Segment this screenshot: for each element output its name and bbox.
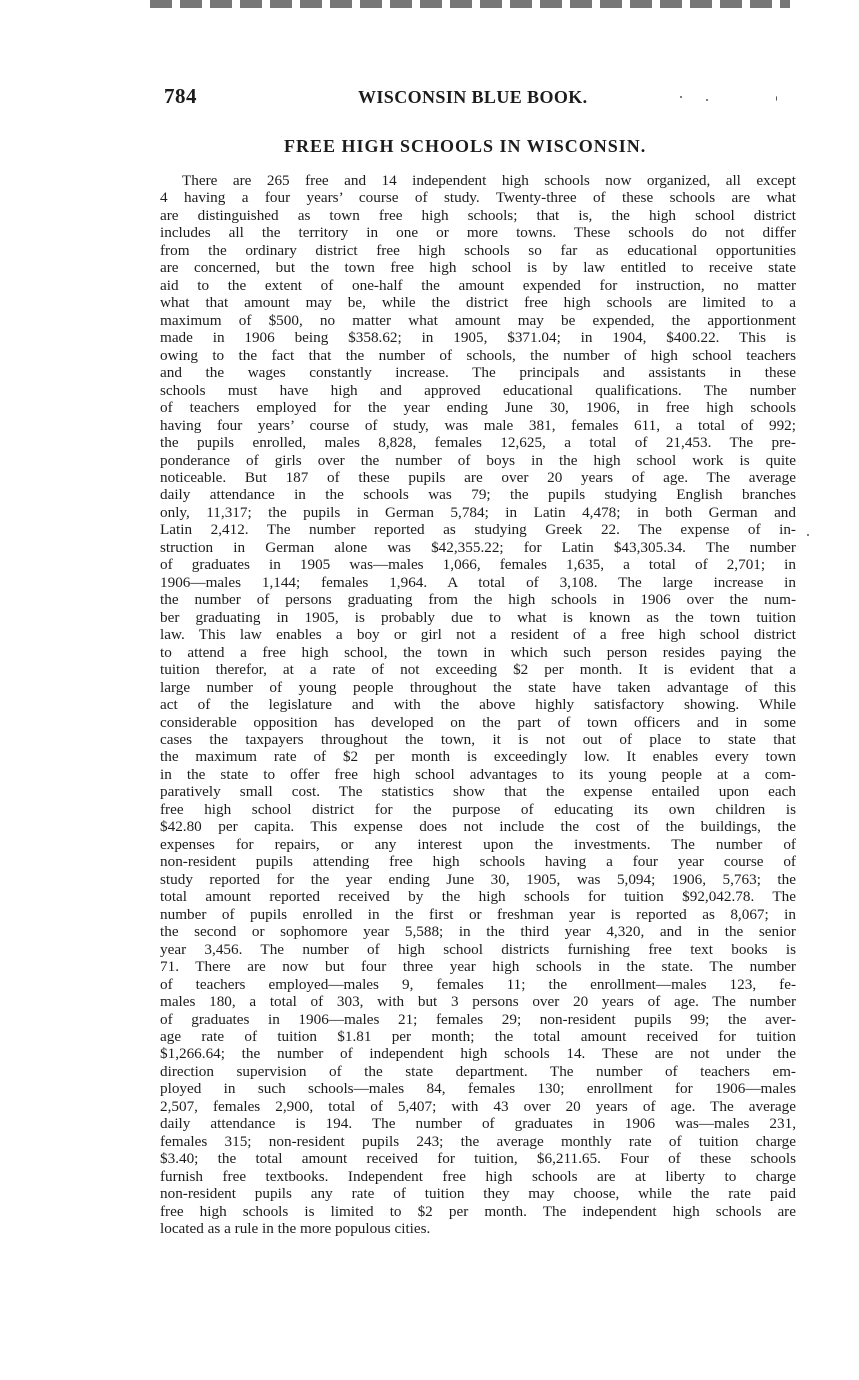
body-line: the second or sophomore year 5,588; in the third year 4,320, and in the senior: [160, 923, 796, 941]
body-line: $3.40; the total amount received for tuition, $6,211.65. Four of these schools: [160, 1150, 796, 1168]
body-line: non-resident pupils any rate of tuition they may choose, while the rate paid: [160, 1185, 796, 1203]
body-line: to attend a free high school, the town in which such person resides paying the: [160, 643, 796, 661]
body-line: number of pupils enrolled in the first or freshman year is reported as 8,067; in: [160, 905, 796, 923]
body-line: cases the taxpayers throughout the town, it is not out of place to state that: [160, 731, 796, 748]
body-line: schools must have high and approved educational qualifications. The number: [160, 381, 796, 399]
body-line: includes all the territory in one or more towns. These schools do not differ: [160, 224, 796, 242]
body-line: are concerned, but the town free high school is by law entitled to receive state: [160, 259, 796, 277]
body-line: in the state to offer free high school advantages to its young people at a com-: [160, 765, 796, 783]
body-line: ponderance of girls over the number of boys in the high school work is quite: [160, 451, 796, 469]
body-line: $1,266.64; the number of independent high schools 14. These are not under the: [160, 1045, 796, 1063]
body-line: free high schools is limited to $2 per month. The independent high schools are: [160, 1202, 796, 1220]
body-line: what that amount may be, while the district free high schools are limited to a: [160, 294, 796, 312]
body-line: ployed in such schools—males 84, females 130; enrollment for 1906—males: [160, 1080, 796, 1098]
body-line: 1906—males 1,144; females 1,964. A total of 3,108. The large increase in: [160, 573, 796, 591]
running-head: WISCONSIN BLUE BOOK.: [358, 87, 588, 107]
body-line: large number of young people throughout the state have taken advantage of this: [160, 678, 796, 696]
page-number: 784: [164, 84, 197, 108]
body-line: only, 11,317; the pupils in German 5,784; in Latin 4,478; in both German and: [160, 503, 796, 521]
body-line: age rate of tuition $1.81 per month; the total amount received for tuition: [160, 1027, 796, 1045]
body-line: of graduates in 1906—males 21; females 29; non-resident pupils 99; the aver-: [160, 1010, 796, 1028]
body-line: Latin 2,412. The number reported as studying Greek 22. The expense of in-: [160, 521, 796, 539]
body-line: aid to the extent of one-half the amount expended for instruction, no matter: [160, 276, 796, 294]
body-line: $42.80 per capita. This expense does not include the cost of the buildings, the: [160, 818, 796, 836]
body-line: paratively small cost. The statistics show that the expense entailed upon each: [160, 783, 796, 801]
body-line: struction in German alone was $42,355.22; for Latin $43,305.34. The number: [160, 538, 796, 556]
body-line: furnish free textbooks. Independent free high schools are at liberty to charge: [160, 1167, 796, 1185]
body-line: year 3,456. The number of high school districts furnishing free text books is: [160, 940, 796, 958]
body-line: of teachers employed—males 9, females 11; the enrollment—males 123, fe-: [160, 975, 796, 993]
body-line: located as a rule in the more populous cities.: [160, 1220, 431, 1238]
body-line: direction supervision of the state department. The number of teachers em-: [160, 1062, 796, 1080]
body-line: total amount reported received by the high schools for tuition $92,042.78. The: [160, 888, 796, 906]
body-line: act of the legislature and with the above highly satisfactory showing. While: [160, 696, 796, 714]
body-line: free high school district for the purpose of educating its own children is: [160, 800, 796, 818]
body-line: are distinguished as town free high schools; that is, the high school district: [160, 206, 796, 224]
body-line: made in 1906 being $358.62; in 1905, $371.04; in 1904, $400.22. This is: [160, 329, 796, 347]
body-line: 2,507, females 2,900, total of 5,407; with 43 over 20 years of age. The average: [160, 1097, 796, 1115]
body-line: 71. There are now but four three year high schools in the state. The number: [160, 958, 796, 976]
body-line: owing to the fact that the number of schools, the number of high school teachers: [160, 346, 796, 364]
print-speck: [680, 96, 682, 98]
body-line: noticeable. But 187 of these pupils are over 20 years of age. The average: [160, 468, 796, 486]
body-line: non-resident pupils attending free high schools having a four year course of: [160, 853, 796, 871]
print-speck: [807, 534, 809, 536]
body-line: considerable opposition has developed on the part of town officers and in some: [160, 713, 796, 731]
body-line: law. This law enables a boy or girl not a resident of a free high school district: [160, 626, 796, 644]
body-line: the number of persons graduating from the high schools in 1906 over the num-: [160, 591, 796, 609]
top-edge-bleed: [150, 0, 790, 8]
article-body: [160, 172, 796, 1238]
body-line: There are 265 free and 14 independent high schools now organized, all except: [182, 172, 796, 189]
body-line: tuition therefor, at a rate of not exceeding $2 per month. It is evident that a: [160, 661, 796, 679]
body-line: study reported for the year ending June 30, 1905, was 5,094; 1906, 5,763; the: [160, 870, 796, 888]
body-line: and the wages constantly increase. The principals and assistants in these: [160, 364, 796, 382]
body-line: from the ordinary district free high schools so far as educational opportunities: [160, 241, 796, 259]
body-line: daily attendance in the schools was 79; the pupils studying English branches: [160, 486, 796, 504]
body-line: males 180, a total of 303, with but 3 persons over 20 years of age. The number: [160, 993, 796, 1011]
body-line: the maximum rate of $2 per month is exceedingly low. It enables every town: [160, 748, 796, 766]
body-line: of teachers employed for the year ending June 30, 1906, in free high schools: [160, 399, 796, 417]
body-line: having four years’ course of study, was male 381, females 611, a total of 992;: [160, 416, 796, 434]
body-line: 4 having a four years’ course of study. Twenty-three of these schools are what: [160, 189, 796, 207]
section-title: FREE HIGH SCHOOLS IN WISCONSIN.: [284, 136, 647, 156]
body-line: expenses for repairs, or any interest upon the investments. The number of: [160, 835, 796, 853]
body-line: the pupils enrolled, males 8,828, females 12,625, a total of 21,453. The pre-: [160, 434, 796, 452]
body-line: maximum of $500, no matter what amount may be expended, the apportionment: [160, 311, 796, 329]
body-line: of graduates in 1905 was—males 1,066, females 1,635, a total of 2,701; in: [160, 556, 796, 574]
body-line: ber graduating in 1905, is probably due to what is known as the town tuition: [160, 608, 796, 626]
body-line: females 315; non-resident pupils 243; the average monthly rate of tuition charge: [160, 1132, 796, 1150]
print-speck: [776, 96, 777, 101]
print-speck: [706, 99, 708, 101]
body-line: daily attendance is 194. The number of graduates in 1906 was—males 231,: [160, 1115, 796, 1133]
